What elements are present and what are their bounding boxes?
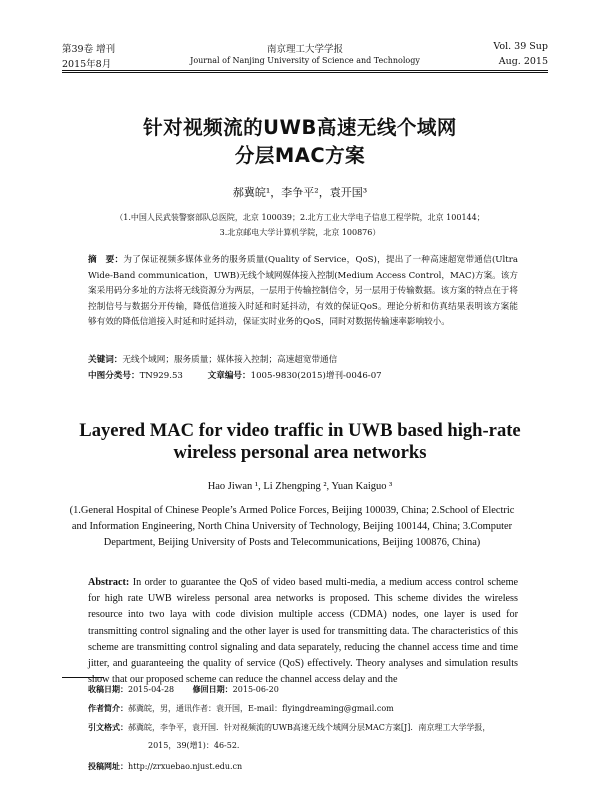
received-date: 2015-04-28: [128, 685, 175, 694]
header-date-cn: 2015年8月: [62, 59, 112, 70]
cn-keywords-label: 关键词：: [88, 355, 123, 365]
cn-keywords-text: 无线个域网；服务质量；媒体接入控制；高速超宽带通信: [122, 355, 338, 365]
header-volume-cn: 第39卷 增刊: [62, 44, 116, 55]
footnote-website: [88, 761, 242, 772]
cite-label: 引文格式：: [88, 723, 128, 732]
header-journal-en: Journal of Nanjing University of Science and Technology: [190, 56, 420, 65]
received-label: 收稿日期：: [88, 685, 128, 694]
header-volume-en: Vol. 39 Sup: [493, 41, 548, 52]
cn-doc-label: 文章编号：: [207, 371, 251, 381]
en-title-line1: Layered MAC for video traffic in UWB based high-rate: [79, 420, 521, 441]
cite-text-line2: 2015，39(增1)：46-52.: [148, 741, 240, 750]
header-journal-cn: 南京理工大学学报: [266, 44, 343, 55]
footnote-citation: [88, 722, 490, 733]
en-abstract: [88, 575, 519, 686]
cn-title-line1: 针对视频流的UWB高速无线个域网: [143, 116, 457, 139]
cn-doc-number: 1005-9830(2015)增刊-0046-07: [250, 371, 382, 381]
cn-authors: 郝冀皖¹，李争平²，袁开国³: [232, 186, 368, 199]
en-affiliation: (1.General Hospital of Chinese People’s Armed Police Forces, Beijing 100039, China; 2.School of Electric and Information Engineering, North China University of Technology, Beijing 100144, China; 3.Computer Department, Beijing University of Posts and Telecommunications, Beijing 100876, China): [69, 505, 515, 548]
en-abstract-text: In order to guarantee the QoS of video based multi-media, a medium access control scheme for high rate UWB wireless personal area networks is proposed. This scheme divides the wireless resource into two laya with code division multiple access (CDMA) nodes, one layer is used for transmitting control signaling and the other layer is used for transmitting data. The characteristics of this scheme are transmitting control signaling and data separately, reducing the channel access time and time jitter, and guaranteeing the quality of service (QoS) effectively. Theory analyses and simulation results show that our proposed scheme can reduce the channel access delay and the: [88, 577, 519, 686]
cn-affiliation-line1: （1.中国人民武装警察部队总医院，北京 100039；2.北方工业大学电子信息工程学院，北京 100144；: [115, 213, 485, 222]
revised-label: 修回日期：: [192, 685, 233, 694]
en-abstract-label: Abstract:: [88, 577, 130, 588]
cn-abstract-text: 为了保证视频多媒体业务的服务质量(Quality of Service，QoS)，提出了一种高速超宽带通信(Ultra Wide-Band communication，UWB)无线个域网媒体接入控制(Medium Access Control，MAC)方案。该方案采用码分多址的方法将无线资源分为两层，一层用于传输控制信令，另一层用于传输数据。该方案的特点在于将控制信号与数据分开传输，降低信道接入时延和时延抖动，有效的保证QoS。理论分析和仿真结果表明该方案能够有效的降低信道接入时延和时延抖动，保证实时业务的QoS，同时对数据传输速率影响较小。: [88, 255, 518, 328]
header-date-en: Aug. 2015: [498, 56, 548, 67]
cn-abstract: [88, 253, 518, 331]
cite-text-line1: 郝冀皖，李争平，袁开国．针对视频流的UWB高速无线个域网分层MAC方案[J]．南京理工大学学报，: [128, 723, 491, 732]
footnote-bio: [88, 703, 394, 714]
web-label: 投稿网址：: [88, 762, 128, 771]
bio-label: 作者简介：: [88, 704, 128, 713]
cn-title-line2: 分层MAC方案: [234, 144, 366, 167]
cn-keywords: [88, 353, 337, 365]
cn-affiliation-line2: 3.北京邮电大学计算机学院，北京 100876）: [219, 228, 381, 237]
header-rule-thin: [62, 70, 548, 71]
footnote-dates: [88, 684, 279, 695]
header-rule-thick: [62, 72, 548, 73]
bio-text: 郝冀皖，男，通讯作者：袁开国，E-mail：flyingdreaming@gmail.com: [128, 704, 394, 713]
cn-class-number: TN929.53: [139, 371, 183, 381]
footnote-rule: [62, 677, 104, 678]
web-url[interactable]: http://zrxuebao.njust.edu.cn: [128, 762, 243, 771]
en-title-line2: wireless personal area networks: [173, 442, 427, 463]
cn-abstract-label: 摘 要：: [88, 255, 124, 265]
revised-date: 2015-06-20: [232, 685, 279, 694]
cn-class-label: 中图分类号：: [88, 371, 140, 381]
cn-classification: [88, 369, 382, 381]
en-authors: Hao Jiwan ¹, Li Zhengping ², Yuan Kaiguo ³: [207, 481, 393, 492]
